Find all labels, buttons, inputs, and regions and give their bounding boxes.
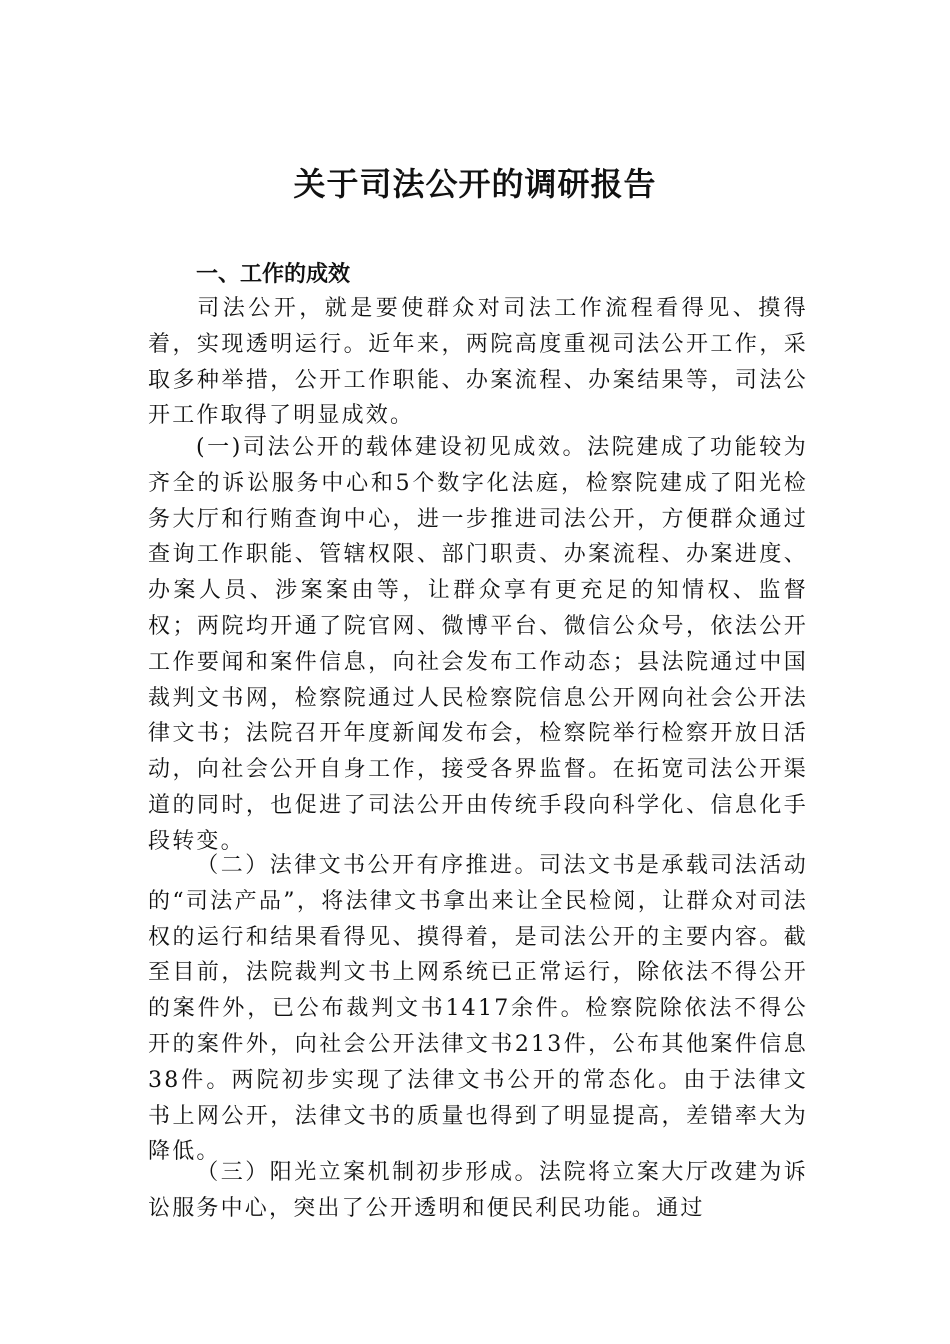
item-3-lead: （三）阳光立案机制初步形成。 (196, 1160, 539, 1185)
item-2-lead: （二）法律文书公开有序推进。 (196, 853, 539, 878)
intro-text: 司法公开，就是要使群众对司法工作流程看得见、摸得着，实现透明运行。近年来，两院高度重视司法公开工作，采取多种举措，公开工作职能、办案流程、办案结果等，司法公开工作取得了明显成效。 (148, 296, 808, 429)
item-2-text: 司法文书是承载司法活动的“司法产品”，将法律文书拿出来让全民检阅，让群众对司法权的运行和结果看得见、摸得着，是司法公开的主要内容。截至目前，法院裁判文书上网系统已正常运行，除依法不得公开的案件外，已公布裁判文书1417余件。检察院除依法不得公开的案件外，向社会公开法律文书213件，公布其他案件信息38件。两院初步实现了法律文书公开的常态化。由于法律文书上网公开，法律文书的质量也得到了明显提高，差错率大为降低。 (148, 853, 808, 1165)
item-1-lead: (一)司法公开的载体建设初见成效。 (196, 435, 588, 460)
paragraph-intro (148, 291, 808, 434)
paragraph-item-3 (148, 1155, 808, 1227)
section-heading: 一、工作的成效 (196, 262, 351, 287)
paragraph-item-1 (148, 430, 808, 860)
document-title: 关于司法公开的调研报告 (293, 165, 657, 203)
item-1-text: 法院建成了功能较为齐全的诉讼服务中心和5个数字化法庭，检察院建成了阳光检务大厅和行贿查询中心，进一步推进司法公开，方便群众通过查询工作职能、管辖权限、部门职责、办案流程、办案进度、办案人员、涉案案由等，让群众享有更充足的知情权、监督权；两院均开通了院官网、微博平台、微信公众号，依法公开工作要闻和案件信息，向社会发布工作动态；县法院通过中国裁判文书网，检察院通过人民检察院信息公开网向社会公开法律文书；法院召开年度新闻发布会，检察院举行检察开放日活动，向社会公开自身工作，接受各界监督。在拓宽司法公开渠道的同时，也促进了司法公开由传统手段向科学化、信息化手段转变。 (148, 435, 808, 854)
item-3-text: 法院将立案大厅改建为诉讼服务中心，突出了公开透明和便民利民功能。通过 (148, 1160, 808, 1221)
paragraph-item-2 (148, 848, 808, 1170)
